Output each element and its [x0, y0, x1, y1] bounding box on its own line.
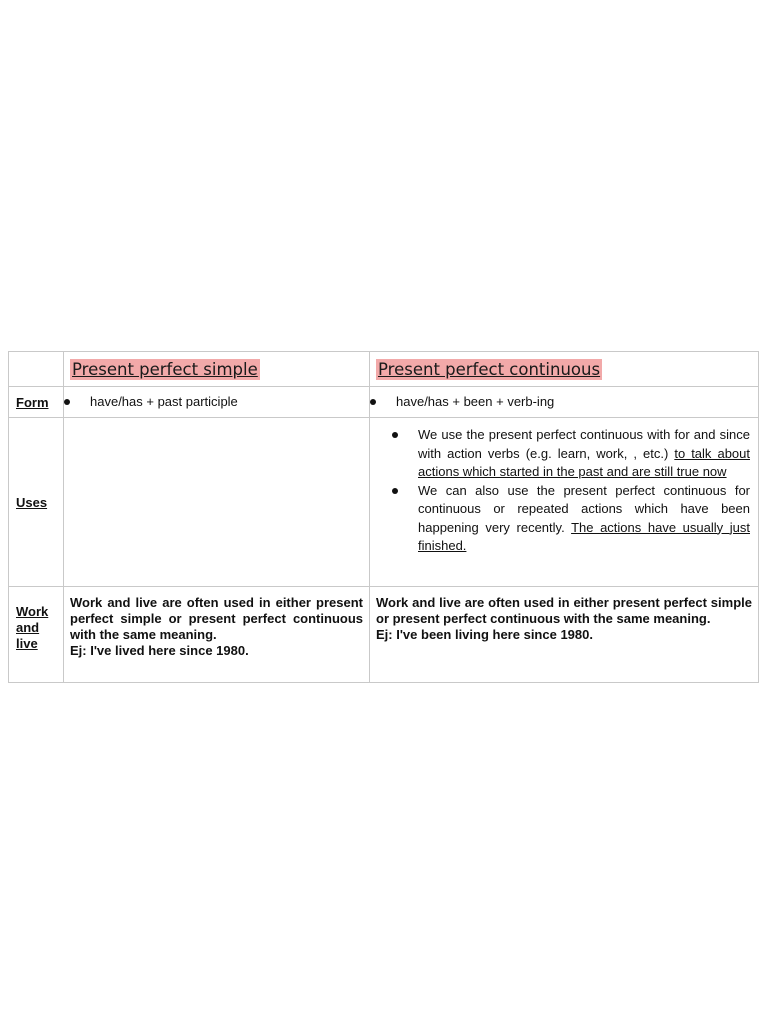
uses-item [392, 482, 750, 556]
work-simple-cell [64, 587, 370, 683]
uses-item-1-text: We use the present perfect continuous with for and since with action verbs (e.g. learn, work, , etc.) [418, 427, 750, 461]
form-continuous-text: have/has + been + verb-ing [396, 393, 555, 409]
row-label-uses: Uses [9, 418, 64, 587]
header-present-perfect-continuous: Present perfect continuous [378, 359, 601, 379]
table-header-row [9, 352, 759, 387]
work-continuous-example: Ej: I've been living here since 1980. [376, 627, 593, 642]
bullet-icon [392, 488, 398, 494]
work-simple-example: Ej: I've lived here since 1980. [70, 643, 249, 658]
table-row-work-and-live [9, 587, 759, 683]
form-simple-text: have/has + past participle [90, 393, 238, 409]
table-row-uses [9, 418, 759, 587]
bullet-icon [64, 399, 70, 405]
grammar-comparison-table [8, 351, 759, 683]
header-cell-simple [64, 352, 370, 387]
work-simple-text: Work and live are often used in either present perfect simple or present perfect continuous with the same meaning. [70, 595, 363, 642]
uses-item-2-text: We can also use the present perfect continuous for continuous or repeated actions which have been happening very recently. [418, 482, 750, 535]
work-continuous-text: Work and live are often used in either present perfect simple or present perfect continuous with the same meaning. [376, 595, 752, 626]
form-simple-cell [64, 387, 370, 418]
uses-simple-cell [64, 418, 370, 587]
form-continuous-cell [370, 387, 759, 418]
header-empty-cell [9, 352, 64, 387]
uses-continuous-cell [370, 418, 759, 587]
row-label-work-and-live: Work and live [9, 587, 64, 683]
bullet-icon [392, 432, 398, 438]
header-cell-continuous [370, 352, 759, 387]
bullet-icon [370, 399, 376, 405]
header-present-perfect-simple: Present perfect simple [72, 359, 258, 379]
uses-item-1-underlined: to talk about actions which started in the past and are still true now [418, 445, 750, 479]
uses-item [392, 426, 750, 482]
row-label-form: Form [9, 387, 64, 418]
work-continuous-cell [370, 587, 759, 683]
table-row-form [9, 387, 759, 418]
uses-item-2-underlined: The actions have usually just finished. [418, 519, 750, 553]
